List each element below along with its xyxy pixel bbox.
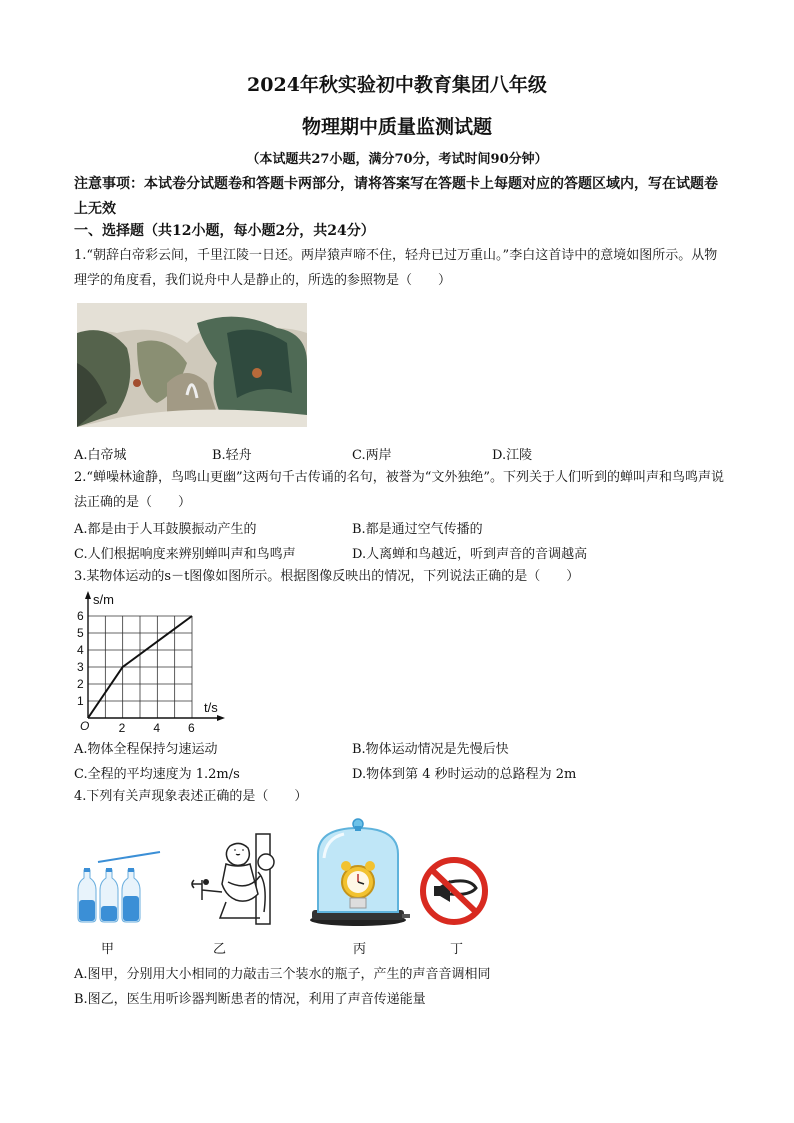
s-t-graph [70,588,230,736]
question-3-option-d: D.物体到第 4 秒时运动的总路程为 2m [352,767,577,782]
y-tick-label: 5 [77,626,84,640]
no-horn-sign-figure [416,856,492,926]
exam-title-line1: 2024年秋实验初中教育集团八年级 [247,74,547,96]
question-2-option-b: B.都是通过空气传播的 [352,522,483,537]
origin-label: O [80,719,90,733]
doctor-stethoscope-figure [186,832,282,928]
question-1-text: 1.“朝辞白帝彩云间，千里江陵一日还。两岸猿声啼不住，轻舟已过万重山。”李白这首诗中的意境如图所示。从物理学的角度看，我们说舟中人是静止的，所选的参照物是（ ） [74,248,718,288]
y-axis-arrow [85,591,91,599]
question-1-option-b: B.轻舟 [212,448,252,463]
question-2-option-d: D.人离蝉和鸟越近，听到声音的音调越高 [352,547,588,562]
y-axis-label: s/m [93,592,114,607]
x-axis-label: t/s [204,700,218,715]
figure-label-yi: 乙 [213,942,227,957]
question-1-option-c: C.两岸 [352,448,392,463]
question-4-text: 4.下列有关声现象表述正确的是（ ） [74,789,308,804]
landscape-painting-image [77,303,307,427]
y-tick-label: 1 [77,694,84,708]
y-tick-label: 6 [77,609,84,623]
bell-jar-alarm-clock-figure [306,818,412,930]
figure-label-bing: 丙 [353,942,367,957]
question-2-option-a: A.都是由于人耳鼓膜振动产生的 [74,522,257,537]
question-4-option-a: A.图甲，分别用大小相同的力敲击三个装水的瓶子，产生的声音音调相同 [74,967,491,982]
section-title: 一、选择题（共12小题，每小题2分，共24分） [74,223,375,239]
x-tick-label: 4 [153,721,161,735]
question-2-text: 2.“蝉噪林逾静，鸟鸣山更幽”这两句千古传诵的名句，被誉为“文外独绝”。下列关于人们听到的蝉叫声和鸟鸣声说法正确的是（ ） [74,470,724,510]
question-1-option-d: D.江陵 [492,448,533,463]
y-tick-label: 2 [77,677,84,691]
question-3-option-a: A.物体全程保持匀速运动 [74,742,218,757]
exam-subtitle: （本试题共27小题，满分70分，考试时间90分钟） [246,152,548,167]
y-tick-label: 4 [77,643,84,657]
x-axis-arrow [217,715,225,721]
question-4-option-b: B.图乙，医生用听诊器判断患者的情况，利用了声音传递能量 [74,992,426,1007]
exam-notice: 注意事项：本试卷分试题卷和答题卡两部分，请将答案写在答题卡上每题对应的答题区域内，写在试题卷上无效 [74,176,718,217]
question-3-option-b: B.物体运动情况是先慢后快 [352,742,509,757]
figure-label-ding: 丁 [450,942,464,957]
y-tick-label: 3 [77,660,84,674]
question-3-option-c: C.全程的平均速度为 1.2m/s [74,767,240,782]
exam-title-line2: 物理期中质量监测试题 [301,116,492,138]
three-bottles-figure [76,848,166,928]
x-tick-label: 6 [188,721,195,735]
question-1-option-a: A.白帝城 [74,448,127,463]
x-tick-label: 2 [118,721,126,735]
figure-label-jia: 甲 [101,942,115,957]
question-3-text: 3.某物体运动的s－t图像如图所示。根据图像反映出的情况，下列说法正确的是（ ） [74,569,580,584]
question-2-option-c: C.人们根据响度来辨别蝉叫声和鸟鸣声 [74,547,296,562]
